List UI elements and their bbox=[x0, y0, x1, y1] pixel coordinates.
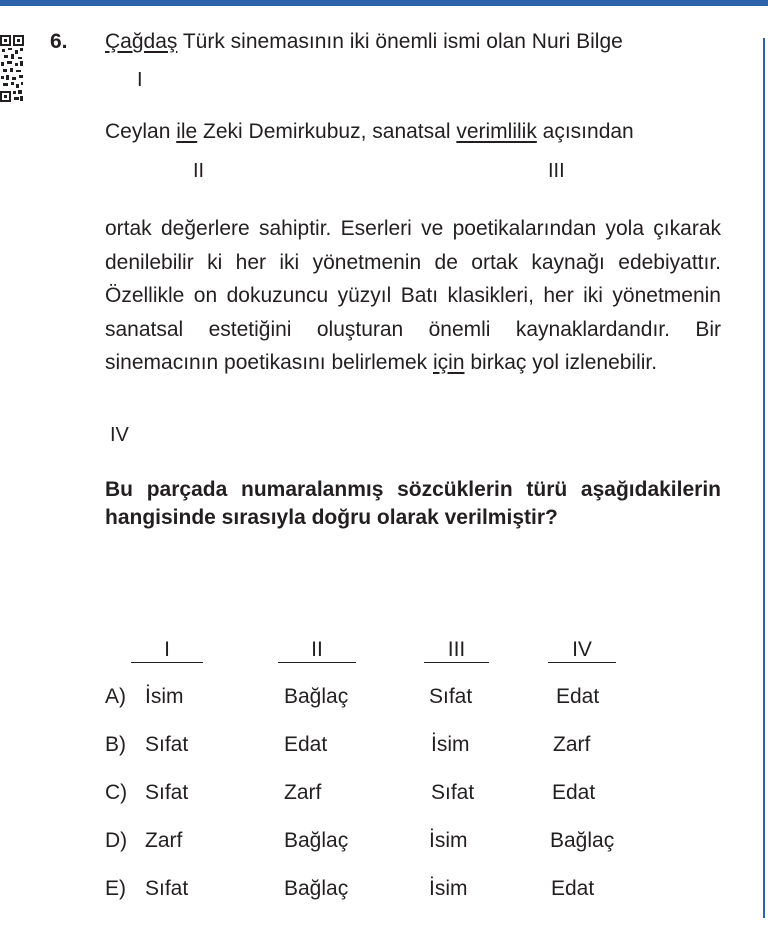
marker-iii: III bbox=[548, 160, 565, 182]
marker-i: I bbox=[137, 69, 143, 91]
option-cell-ii: Zarf bbox=[284, 781, 322, 804]
option-cell-iii: İsim bbox=[429, 877, 468, 900]
option-cell-iv: Edat bbox=[556, 685, 600, 708]
qr-code-icon bbox=[0, 34, 24, 104]
underlined-word-1: Çağdaş bbox=[105, 30, 178, 53]
underlined-word-3: verimlilik bbox=[456, 120, 537, 143]
option-cell-iv: Edat bbox=[552, 781, 596, 804]
option-cell-iv: Bağlaç bbox=[550, 829, 615, 852]
option-d[interactable] bbox=[105, 829, 705, 859]
option-letter: D) bbox=[105, 829, 128, 852]
option-cell-iii: Sıfat bbox=[431, 781, 475, 804]
column-header-ii: II bbox=[278, 638, 356, 663]
option-a[interactable] bbox=[105, 685, 705, 715]
question-number: 6. bbox=[50, 30, 68, 53]
column-header-iv: IV bbox=[548, 638, 616, 663]
line-2-pre: Ceylan bbox=[105, 120, 177, 143]
line-2-mid: Zeki Demirkubuz, sanatsal bbox=[197, 120, 457, 143]
option-cell-i: Sıfat bbox=[145, 877, 189, 900]
passage-paragraph bbox=[105, 212, 721, 380]
option-cell-i: İsim bbox=[145, 685, 184, 708]
underlined-word-4: için bbox=[433, 351, 465, 375]
option-cell-ii: Bağlaç bbox=[284, 829, 349, 852]
option-cell-iii: İsim bbox=[431, 733, 470, 756]
underlined-word-2: ile bbox=[176, 120, 198, 143]
line-2-post: açısından bbox=[536, 120, 634, 143]
passage-text-end: birkaç yol izlenebilir. bbox=[464, 351, 658, 375]
column-header-i: I bbox=[131, 638, 203, 663]
option-cell-i: Sıfat bbox=[145, 733, 189, 756]
option-e[interactable] bbox=[105, 877, 705, 907]
line-1-rest: Türk sinemasının iki önemli ismi olan Nuri Bilge bbox=[177, 30, 623, 53]
marker-iv: IV bbox=[110, 424, 129, 446]
question-prompt: Bu parçada numaralanmış sözcüklerin türü aşağıdakilerin hangisinde sırasıyla doğru olarak verilmiştir? bbox=[105, 478, 721, 529]
option-letter: E) bbox=[105, 877, 126, 900]
option-cell-i: Sıfat bbox=[145, 781, 189, 804]
column-header-iii: III bbox=[424, 638, 489, 663]
option-cell-ii: Edat bbox=[284, 733, 328, 756]
option-cell-iii: İsim bbox=[429, 829, 468, 852]
option-letter: B) bbox=[105, 733, 126, 756]
text-line-2 bbox=[105, 120, 634, 144]
top-accent-bar bbox=[0, 0, 768, 6]
text-line-1 bbox=[105, 30, 623, 54]
option-cell-ii: Bağlaç bbox=[284, 877, 349, 900]
option-cell-iv: Zarf bbox=[553, 733, 591, 756]
option-letter: C) bbox=[105, 781, 128, 804]
option-cell-iv: Edat bbox=[551, 877, 595, 900]
passage-text: ortak değerlere sahiptir. Eserleri ve poetikalarından yola çıkarak denilebilir ki her iki yönetmenin de ortak kaynağı edebiyattır. Özellikle on dokuzuncu yüzyıl Batı klasikleri, her iki yönetmenin sanatsal estetiğini oluşturan önemli kaynaklardandır. Bir sinemacının poetikasını belirlemek bbox=[105, 217, 721, 375]
right-margin-line bbox=[763, 38, 765, 918]
option-cell-i: Zarf bbox=[145, 829, 183, 852]
marker-ii: II bbox=[193, 160, 205, 182]
option-cell-iii: Sıfat bbox=[429, 685, 473, 708]
option-c[interactable] bbox=[105, 781, 705, 811]
option-letter: A) bbox=[105, 685, 126, 708]
option-b[interactable] bbox=[105, 733, 705, 763]
option-cell-ii: Bağlaç bbox=[284, 685, 349, 708]
